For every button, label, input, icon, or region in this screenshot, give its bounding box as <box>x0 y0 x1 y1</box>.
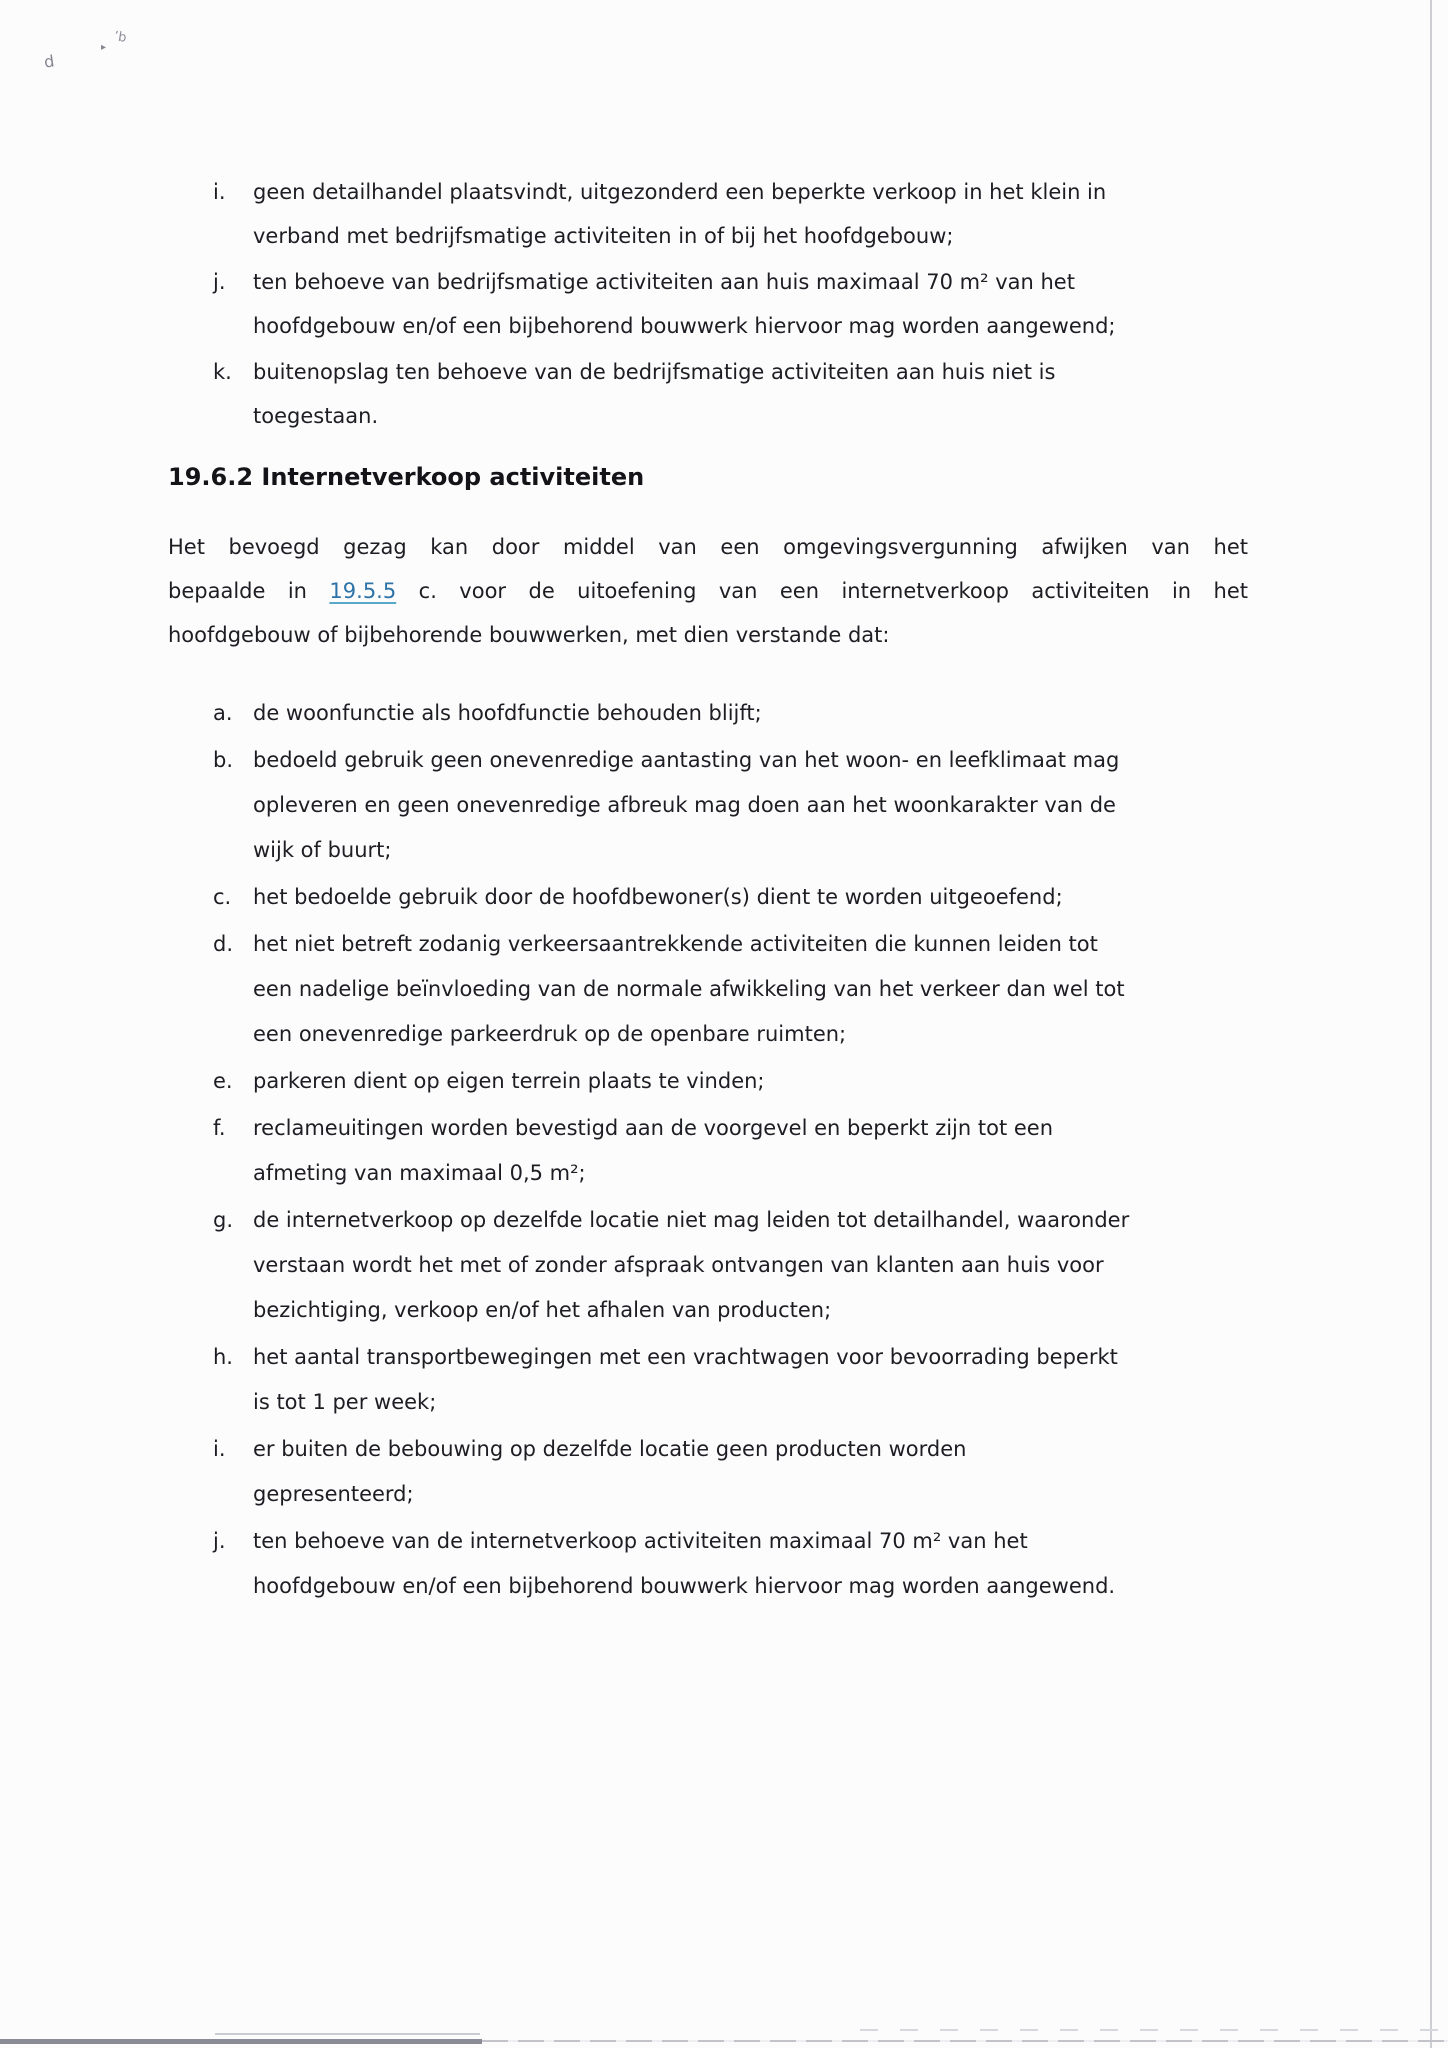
list-item-line: buitenopslag ten behoeve van de bedrijfsmatige activiteiten aan huis niet is <box>253 360 1056 384</box>
list-item-line: het aantal transportbewegingen met een vrachtwagen voor bevoorrading beperkt <box>253 1345 1118 1369</box>
list-item <box>213 170 1448 258</box>
intro-line-text: c. voor de uitoefening van een internetverkoop activiteiten in het <box>396 579 1249 603</box>
list-marker: b. <box>213 748 234 772</box>
list-item-line: een nadelige beïnvloeding van de normale afwikkeling van het verkeer dan wel tot <box>253 977 1125 1001</box>
page-edge-bottom-dashes <box>860 2029 1445 2031</box>
list-item-line: reclameuitingen worden bevestigd aan de voorgevel en beperkt zijn tot een <box>253 1116 1054 1140</box>
list-item <box>213 1059 1448 1104</box>
list-marker: i. <box>213 180 226 204</box>
list-marker: j. <box>213 1529 226 1553</box>
list-item <box>213 1519 1448 1609</box>
page-edge-bottom-light <box>482 2040 1448 2042</box>
list-item <box>213 922 1448 1057</box>
list-item <box>213 738 1448 873</box>
list-marker: h. <box>213 1345 233 1369</box>
page-edge-bottom-smudge <box>215 2033 480 2035</box>
scan-speck: ʼb <box>112 29 128 46</box>
list-item-text <box>253 691 762 736</box>
list-item-text <box>253 738 1119 873</box>
list-marker: e. <box>213 1069 233 1093</box>
condition-list <box>0 691 1448 1609</box>
section-heading: 19.6.2 Internetverkoop activiteiten <box>168 463 645 491</box>
list-marker: d. <box>213 932 234 956</box>
list-item-text <box>253 1427 966 1517</box>
document-content <box>0 170 1448 1611</box>
list-item <box>213 260 1448 348</box>
list-item-text <box>253 1106 1053 1196</box>
list-marker: k. <box>213 360 232 384</box>
list-marker: f. <box>213 1116 226 1140</box>
list-item-line: het niet betreft zodanig verkeersaantrekkende activiteiten die kunnen leiden tot <box>253 932 1098 956</box>
list-item-line: wijk of buurt; <box>253 838 392 862</box>
list-item-text <box>253 350 1055 438</box>
list-item-line: het bedoelde gebruik door de hoofdbewoner(s) dient te worden uitgeoefend; <box>253 885 1063 909</box>
list-item <box>213 1198 1448 1333</box>
list-item-line: toegestaan. <box>253 404 379 428</box>
list-item-text <box>253 1335 1118 1425</box>
list-marker: g. <box>213 1208 234 1232</box>
list-item-text <box>253 260 1116 348</box>
list-item-text <box>253 1519 1115 1609</box>
page-edge-bottom-dark <box>0 2039 482 2044</box>
intro-line: hoofdgebouw of bijbehorende bouwwerken, met dien verstande dat: <box>168 623 890 647</box>
list-item-line: de woonfunctie als hoofdfunctie behouden blijft; <box>253 701 762 725</box>
list-item-line: hoofdgebouw en/of een bijbehorend bouwwerk hiervoor mag worden aangewend. <box>253 1574 1116 1598</box>
list-item-text <box>253 1198 1129 1333</box>
list-item <box>213 1106 1448 1196</box>
intro-paragraph <box>168 525 1248 657</box>
link-19-5-5[interactable]: 19.5.5 <box>329 579 397 603</box>
list-item-line: geen detailhandel plaatsvindt, uitgezonderd een beperkte verkoop in het klein in <box>253 180 1107 204</box>
list-item-line: opleveren en geen onevenredige afbreuk mag doen aan het woonkarakter van de <box>253 793 1116 817</box>
continued-condition-list <box>0 170 1448 438</box>
list-item-line: verstaan wordt het met of zonder afspraak ontvangen van klanten aan huis voor <box>253 1253 1104 1277</box>
list-item-line: hoofdgebouw en/of een bijbehorend bouwwerk hiervoor mag worden aangewend; <box>253 314 1116 338</box>
list-item-text <box>253 875 1063 920</box>
list-item-text <box>253 922 1125 1057</box>
list-item-line: er buiten de bebouwing op dezelfde locatie geen producten worden <box>253 1437 967 1461</box>
list-marker: c. <box>213 885 232 909</box>
scan-speck: ▸ <box>101 42 107 53</box>
list-item-line: is tot 1 per week; <box>253 1390 437 1414</box>
list-item-text <box>253 170 1106 258</box>
list-item-line: bezichtiging, verkoop en/of het afhalen van producten; <box>253 1298 832 1322</box>
list-item-line: parkeren dient op eigen terrein plaats te vinden; <box>253 1069 765 1093</box>
intro-line-text: bepaalde in <box>168 579 330 603</box>
list-item <box>213 875 1448 920</box>
intro-line: Het bevoegd gezag kan door middel van een omgevingsvergunning afwijken van het <box>168 535 1248 559</box>
list-item-line: ten behoeve van de internetverkoop activiteiten maximaal 70 m² van het <box>253 1529 1028 1553</box>
list-item-line: een onevenredige parkeerdruk op de openbare ruimten; <box>253 1022 847 1046</box>
list-item-line: de internetverkoop op dezelfde locatie niet mag leiden tot detailhandel, waaronder <box>253 1208 1130 1232</box>
list-item-line: bedoeld gebruik geen onevenredige aantasting van het woon- en leefklimaat mag <box>253 748 1120 772</box>
list-marker: j. <box>213 270 226 294</box>
list-item <box>213 691 1448 736</box>
list-item <box>213 350 1448 438</box>
list-item-text <box>253 1059 765 1104</box>
scan-speck: d <box>42 51 56 72</box>
list-item-line: ten behoeve van bedrijfsmatige activiteiten aan huis maximaal 70 m² van het <box>253 270 1075 294</box>
page-edge-right <box>1430 0 1432 2048</box>
list-item <box>213 1335 1448 1425</box>
list-item-line: verband met bedrijfsmatige activiteiten in of bij het hoofdgebouw; <box>253 224 954 248</box>
intro-line <box>168 569 1248 613</box>
list-marker: a. <box>213 701 233 725</box>
list-item <box>213 1427 1448 1517</box>
list-item-line: afmeting van maximaal 0,5 m²; <box>253 1161 586 1185</box>
list-marker: i. <box>213 1437 226 1461</box>
list-item-line: gepresenteerd; <box>253 1482 414 1506</box>
